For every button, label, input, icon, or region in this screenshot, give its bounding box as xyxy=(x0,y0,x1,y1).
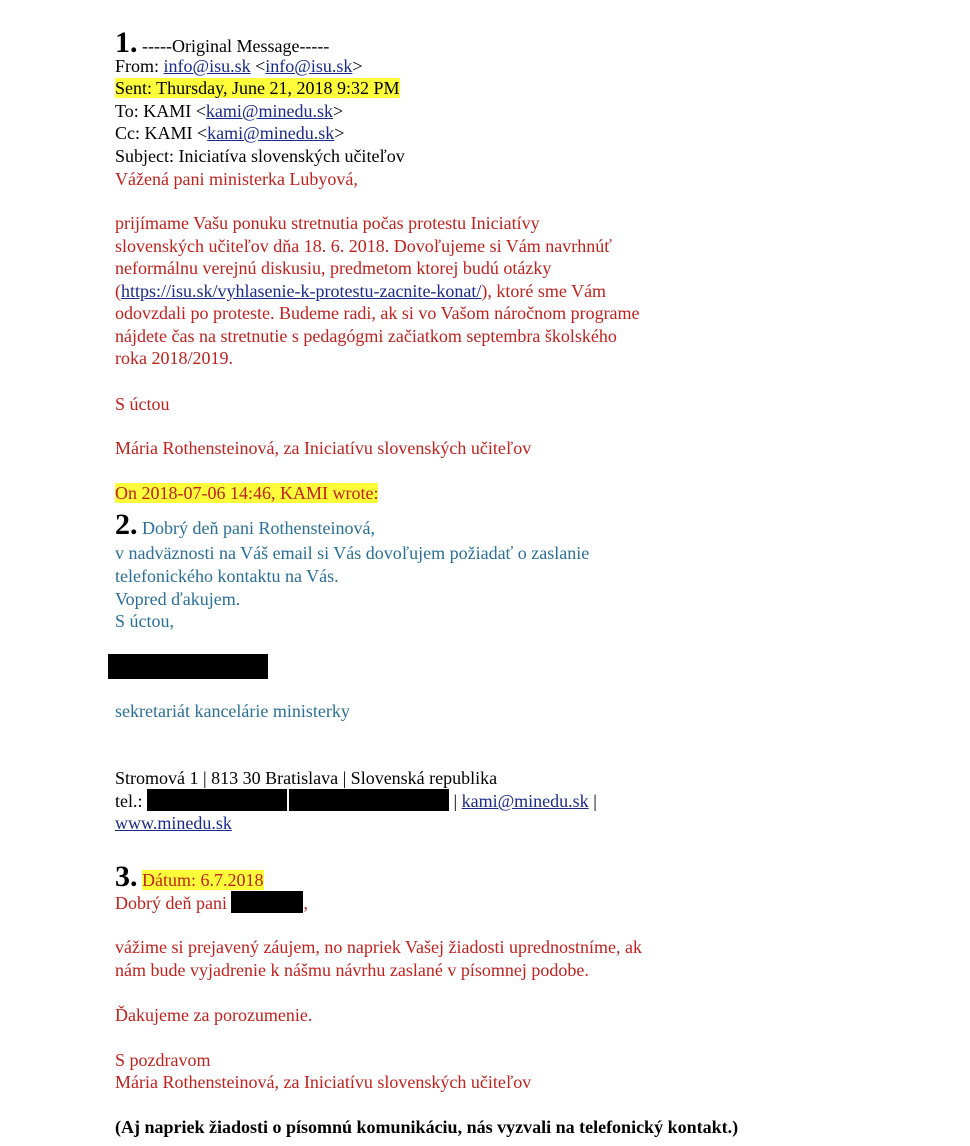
msg2-body-line: telefonického kontaktu na Vás. xyxy=(115,566,339,586)
msg2-address: Stromová 1 | 813 30 Bratislava | Slovenská republika xyxy=(115,768,498,788)
msg3-body-line: vážime si prejavený záujem, no napriek Vašej žiadosti uprednostníme, ak xyxy=(115,937,643,957)
link-suffix: ), ktoré sme Vám xyxy=(481,281,607,301)
redacted-phone-block xyxy=(289,789,449,811)
msg2-department: sekretariát kancelárie ministerky xyxy=(115,701,350,721)
msg1-body-line: roka 2018/2019. xyxy=(115,348,233,368)
sent-highlight: Sent: Thursday, June 21, 2018 9:32 PM xyxy=(115,78,400,98)
msg2-greeting-line xyxy=(115,510,375,540)
tel-separator: | xyxy=(449,791,462,811)
msg1-from: From: info@isu.sk <info@isu.sk> xyxy=(115,56,363,76)
msg1-header xyxy=(115,28,329,58)
cc-label: Cc: KAMI < xyxy=(115,123,208,143)
msg1-body-line: prijímame Vašu ponuku stretnutia počas protestu Iniciatívy xyxy=(115,213,540,233)
tel-trailing: | xyxy=(588,791,597,811)
msg1-greeting: Vážená pani ministerka Lubyová, xyxy=(115,169,358,189)
msg1-to: To: KAMI <kami@minedu.sk> xyxy=(115,101,344,121)
msg3-number: 3. xyxy=(115,860,138,893)
from-email-link[interactable]: info@isu.sk xyxy=(163,56,251,76)
tel-label: tel.: xyxy=(115,791,147,811)
msg2-wrote-line xyxy=(115,482,378,504)
msg3-greeting-prefix: Dobrý deň pani xyxy=(115,893,232,913)
msg3-thanks: Ďakujeme za porozumenie. xyxy=(115,1005,313,1025)
msg1-sent xyxy=(115,77,400,99)
link-prefix: ( xyxy=(115,281,121,301)
msg1-body-line: neformálnu verejnú diskusiu, predmetom ktorej budú otázky xyxy=(115,258,552,278)
redacted-phone-block xyxy=(147,789,287,811)
redacted-name-inline xyxy=(231,891,303,913)
msg2-body-line: v nadväznosti na Váš email si Vás dovoľujem požiadať o zaslanie xyxy=(115,543,590,563)
msg2-website-line xyxy=(115,812,232,834)
msg3-greeting-suffix: , xyxy=(303,893,308,913)
msg2-body-line: Vopred ďakujem. xyxy=(115,589,241,609)
msg1-body-line: slovenských učiteľov dňa 18. 6. 2018. Dovoľujeme si Vám navrhnúť xyxy=(115,236,612,256)
msg1-signature: Mária Rothensteinová, za Iniciatívu slovenských učiteľov xyxy=(115,438,532,458)
msg1-closing: S úctou xyxy=(115,394,170,414)
msg1-subject: Subject: Iniciatíva slovenských učiteľov xyxy=(115,146,405,166)
msg1-body-line: odovzdali po proteste. Budeme radi, ak si vo Vašom náročnom programe xyxy=(115,303,640,323)
msg1-body-link-line xyxy=(115,280,606,302)
msg2-tel-line xyxy=(115,789,597,812)
date-highlight: Dátum: 6.7.2018 xyxy=(142,870,264,890)
to-label: To: KAMI < xyxy=(115,101,206,121)
from-label: From: xyxy=(115,56,164,76)
msg2-body-line: S úctou, xyxy=(115,611,175,631)
footnote: (Aj napriek žiadosti o písomnú komunikáciu, nás vyzvali na telefonický kontakt.) xyxy=(115,1117,739,1137)
wrote-highlight: On 2018-07-06 14:46, KAMI wrote: xyxy=(115,483,379,503)
msg2-number: 2. xyxy=(115,508,138,541)
msg3-greeting-line xyxy=(115,891,308,914)
msg3-body-line: nám bude vyjadrenie k nášmu návrhu zaslané v písomnej podobe. xyxy=(115,960,589,980)
msg1-body-line: nájdete čas na stretnutie s pedagógmi začiatkom septembra školského xyxy=(115,326,617,346)
protest-link[interactable]: https://isu.sk/vyhlasenie-k-protestu-zacnite-konat/ xyxy=(121,281,482,301)
redacted-name-block xyxy=(108,654,268,679)
msg3-closing: S pozdravom xyxy=(115,1050,211,1070)
msg3-signature: Mária Rothensteinová, za Iniciatívu slovenských učiteľov xyxy=(115,1072,532,1092)
msg1-cc: Cc: KAMI <kami@minedu.sk> xyxy=(115,123,345,143)
msg1-header-title: -----Original Message----- xyxy=(142,36,330,56)
msg2-greeting: Dobrý deň pani Rothensteinová, xyxy=(142,518,375,538)
to-email-link[interactable]: kami@minedu.sk xyxy=(205,101,333,121)
cc-email-link[interactable]: kami@minedu.sk xyxy=(207,123,335,143)
kami-email-link[interactable]: kami@minedu.sk xyxy=(461,791,589,811)
msg1-number: 1. xyxy=(115,26,138,59)
msg3-header xyxy=(115,862,264,892)
website-link[interactable]: www.minedu.sk xyxy=(115,813,232,833)
from-email-angle-link[interactable]: info@isu.sk xyxy=(265,56,353,76)
